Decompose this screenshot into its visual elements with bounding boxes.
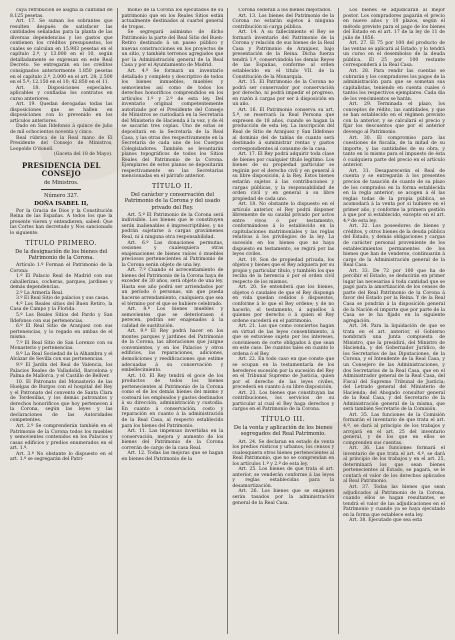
article-paragraph: 4.º Los Reales sitios del Buen Retiro, la Casa de Campo y la Florida. bbox=[10, 301, 113, 313]
article-paragraph: 8.º La Real Sociedad de la Alhambra y el Alcázar de Sevilla con sus pertenencias. bbox=[10, 351, 113, 363]
paragraph: Art. 17. Se suman los sobrantes que resulten después de satisfacer las cantidades señaladas para la planta de las diversas dependencias y los gastos que contienen los créditos presupuestos, los cuales se calculan en 15.983 pesetas en el capítulo 2.º, y 13.000 en el 10, según detalladamente se expresan en este Real Decreto. Se entregarán en los créditos consignados anteriormente 1.850 pesetas en el capítulo 2.º, 2.000 en el art. 28; 2.500 en el 5.º; 12.150 en el 10; 42.850 en el 11. bbox=[10, 19, 113, 86]
article-paragraph: Art. 25. Los bienes de que trata el art. anterior, se venderán conforme á las leyes y reglas establecidas para la desamortización. bbox=[232, 467, 335, 489]
paragraph: Art. 16. El Patrimonio conserva su art. 5.º, se reservará la Real Persona que expresen de 18 años, cuando se hagan la producción de esta ley. La inscripción del Real de Sitio de Aranjuez y San Ildefonso al dominio del de tablas de cuanto será destinado á suministrar rentas y gastos correspondientes al consumo de la casa. bbox=[232, 107, 335, 152]
article-paragraph: Art. 36. Las funciones formará el inventario de que trata el art. 4.º, se dará al principio de los trabajos y en el art. 25, determinará los que sean bienes pertenecientes al Estado, se pagará, se le contará el valor de los derechos aplicados al Real Patrimonio. bbox=[343, 446, 445, 485]
paragraph: Se segregará asimismo de dicho Patrimonio la parte del Real Sitio del Buen-Retiro destinado á un paseo público y nuevas construcciones en los proyectos de un sitio, y también terrenos agregados que por la Administración general de la Real Casa y por el Ayuntamiento de Madrid. bbox=[121, 30, 224, 69]
article-paragraph: Art. 8.º Los bienes muebles y semovientes que se deteriorasen ó perecen, podrán ser enajenados á la calidad de sustitución. bbox=[121, 307, 224, 329]
article-paragraph: Art. 33. De 72 por 100 que ha de percibir el Estado, se deducirán en primer lugar las necesarias á toda cantidad que se pagó para la amortización de los censos de parte del Real Patrimonio de la Corona á favor del Estado por la Reina. Y de la Real Casa se pondrán á la disposición general de la Nación el importe que por parte de la Casa se le ha fijado en la siguiente agregación. bbox=[343, 268, 445, 324]
title-3-subheading: De la venta y aplicación de los bienes segregados del Real Patrimonio. bbox=[233, 425, 333, 438]
decree-intro: Por la Gracia de Dios y la Constitución Reina de las Españas. A todos los que la presente vieren y entendieren, sabed: Que las Cortes han decretado y Nos sancionado lo siguiente. bbox=[10, 208, 113, 236]
paragraph: Dado en San Ildefonso á quince de julio de mil ochocientos noventa y cinco. bbox=[10, 124, 113, 136]
section-heading: PRESIDENCIA DEL CONSEJO bbox=[21, 160, 101, 178]
article-paragraph: Art. 11. Las impensas invertidas en la conservación, mejora y aumento de los bienes del Patrimonio de la Corona correrán de cargo de la casa Real. bbox=[121, 429, 224, 451]
paragraph: Art. 21. Los que como conciertos hagan en virtud de las leyes consentimiento, á que se estuviese sujeto por los intereses, conviniesen de corte obligados á que sean en este caso. De cuantos tales en cuanto lo ordena ó el Rey. bbox=[232, 324, 335, 357]
gazette-note: (Gaceta del 18 de Mayo). bbox=[53, 152, 113, 158]
article-paragraph: Art. 27. El 75 por 100 del producto de las ventas se aplicará al Estado, y lo tendrá un curso en el desembolso de la deuda pública. El 25 por 100 restante corresponderá á la Real Casa. bbox=[343, 41, 445, 69]
article-paragraph: Art. 26. Los bienes que se enajenen serán tasados por la administración general de la Real Casa. bbox=[232, 489, 335, 506]
title-1-subheading: De la designación de los bienes del Patrimonio de la Corona. bbox=[15, 248, 108, 261]
divider bbox=[41, 189, 81, 190]
article-paragraph: Art. 5.º El Patrimonio de la Corona será indivisible. Los bienes que le constituyen serán inalienables é imprescriptibles, y no podrán sujetarse á cargas gravámenes Real, ni á ninguna otra responsabilidad. bbox=[121, 212, 224, 240]
title-3-heading: TÍTULO III. bbox=[261, 414, 306, 423]
title-1-heading: TÍTULO PRIMERO. bbox=[25, 238, 98, 247]
article-paragraph: 2.º La Armería Real. bbox=[16, 290, 64, 296]
article-paragraph: Art. 12. Todas las mejoras que se hagan en bienes del Patrimonio de la bbox=[121, 451, 224, 462]
article-paragraph: Art. 7.º Cuando el acrecentamiento de bienes del Patrimonio de la Corona haya de exceder de 30 años, será objeto de una ley. Hasta ese año podrá ser arriendados por un período ó personas, sin que pueda hacerse arrendamiento, cualquiera que sea el término por el que se hubiere celebrado. bbox=[121, 268, 224, 307]
paragraph: Art. 15. El Patrimonio de la Corona no podrá ser conservador por conservación por derecho, ni podrá impedir el progreso, en razón á cargas por ser á disposición en un año. bbox=[232, 80, 335, 108]
article-paragraph: 7.º El Real Sitio de San Lorenzo con su Monasterio y pertenencias. bbox=[10, 340, 113, 352]
col1-articles bbox=[10, 263, 113, 463]
title-2-subheading: Del carácter y conservación del Patrimonio de la Corona y del usado privado del Rey. bbox=[124, 192, 221, 211]
column-4 bbox=[338, 8, 449, 634]
article-paragraph: Art. 37. Todas las bienes que sean adjudicados al Patrimonio de la Corona, cuando ellos se hagan resultantes, se tendrá el valor de las adjudicaciones en el Patrimonio y cuando ya se haya ejecutado en la forma que establece esta ley. bbox=[343, 485, 445, 518]
article-paragraph: Art. 35. Las funciones de la Comisión formarán el inventario de que trata el art. 4.º, se dará al principio de los trabajos y arrojará en el art. 25 del inventario general, y de los que en ellos se comprenden sus cuentas. bbox=[343, 412, 445, 446]
col3-articles bbox=[232, 440, 334, 507]
paragraph: Art. 19. Quedan derogadas todas las disposiciones que se hallen en disposiciones con lo prevenido en los artículos anteriores. bbox=[10, 102, 113, 124]
column-2 bbox=[117, 8, 228, 634]
article-paragraph: 10. El Patronato del Monasterio de las Huelgas de Burgos con el hospital del Rey y el Patronato del convento de Santa Clara de Tordesillas, y los demás patronatos y derechos honoríficos que hoy pertenecen á la Corona, según las leyes y las declaraciones de las Autoridades competentes. bbox=[10, 379, 113, 424]
paragraph: Art. 4.º Se formará un inventario detallado y completo y descriptivo de todos los bienes inmuebles, muebles y semovientes así como de todos los derechos honoríficos comprendidos en los artículos 1.º y 2.º de esta ley. Del inventario original competentemente autorizado por el Presidente del Consejo de Ministros se custodiará en la Secretaría del Ministerio de Hacienda á la vez, y de él se sacarán tres copias. Uno de estas se depositará en la Secretaría de la Real Casa, y las otras dos respectivamente en la Secretaría de cada uno de los Cuerpos Colegisladores. También se levantarán planos topográficos de todos los Sitios Reales del Patrimonio de la Corona. Ejemplares de estos planos se depositarán respectivamente en las Secretarías mencionadas en el párrafo anterior. bbox=[121, 69, 224, 180]
article-paragraph: Art. 38. Ejecutado que sea esta bbox=[349, 518, 423, 524]
article-paragraph: Art. 6.º Las donaciones permutas, cesiones y cualesquiera otras enajenaciones de bienes raíces ó muebles preciosos pertenecientes al Patrimonio de la Corona serán objeto de una ley. bbox=[121, 240, 224, 268]
column-1 bbox=[6, 8, 117, 634]
paragraph: Art. 19. Son de propiedad privada, los objetos y bienes que el Rey adquiera por su propio y particular título, y también los que reciba de la herencia ó por el orden civil respecto de los mismos. bbox=[232, 257, 335, 285]
article-paragraph: 9.º El Jardín del Real de Valencia, los Palacios Reales de Valladolid, Barcelona y Palma de Mallorca, y el Castillo de Bellver. bbox=[10, 362, 113, 380]
paragraph: Art. 23. Los bienes que constituyan las contribuciones, los servicios de su particular al cual el Rey haga derechos y cargos en el Patrimonio de la Corona. bbox=[232, 390, 335, 413]
paragraph: Art. 22. En todo caso en que conste que se ocupan en la testamentaría de los herederos sucesión por la sucesión del Rey en el Tribunal Supremo de Justicia, quien por el derecho de las leyes civiles, procederá en cuanto á su libre disposición. bbox=[232, 357, 335, 391]
title-2-heading: TÍTULO II. bbox=[151, 181, 193, 190]
article-paragraph: 5.º Los Reales Sitios del Pardo y San Ildefonso con sus pertenencias. bbox=[10, 313, 113, 324]
monarch-name: DOÑA ISABEL II, bbox=[34, 201, 89, 208]
article-paragraph: Art. 24. Se declaran en estado de venta los predios rústicos y urbanos, los censos y cualesquiera otros bienes pertenecientes al Real Patrimonio, que no se comprendan en los artículos 1.º y 2.º de esta ley. bbox=[232, 439, 335, 467]
paragraph: Corona cederán á los bienes mejorados. bbox=[238, 8, 332, 13]
paragraph: monio de la Corona los ejecutados de su patrimonio que en los Reales Sitios están actualmente destinados al cuartel general de tropas. bbox=[121, 8, 224, 30]
col3-top-text bbox=[232, 8, 334, 413]
article-paragraph: Los bienes se adjudicarán al mejor postor. Los compradores pagarán el precio en nueve años y 10 plazos, según el método previsto para el pago de los bienes del Estado en el art. 17 de la ley de 11 de julio de 1856. bbox=[343, 8, 445, 41]
article-paragraph: Art. 28. Para rendir las cuentas se cobrarán y los compradores los pagos de la administración para que se sometan sus capitalistas, teniendo en cuenta cuales ó tantos los respectivos ejemplares. Cada día de los vencimientos se harán. bbox=[343, 69, 445, 102]
article-paragraph: Art. 2.º Se comprenderán también en el Patrimonio de la Corona todos los muebles y semovientes contenidos en los Palacios y casas edificios y predios enumerados en el art. 1.º. bbox=[10, 423, 113, 452]
col2-articles bbox=[122, 213, 224, 463]
article-paragraph: 1.º El Palacio Real de Madrid con sus caballerizas, cocheras, parques, jardines y demás dependencias. bbox=[10, 274, 113, 291]
article-paragraph: 3.º El Real Sitio de palacios y sus casas. bbox=[16, 296, 110, 302]
paragraph: Art. 14. A su fallecimiento el Rey se formará inventario del Patrimonio de la Corona y relación de sus bienes de la Real Casa y Patrimonio de Aranjuez, bajo presentación de la Reina. Dicha fuerza tendrá 1.º, conservándola los demás Reyes de las Españas, conforme al orden establecido en el título VII. de la Constitución de la Monarquía. bbox=[232, 30, 335, 80]
article-paragraph: Art. 32. Los poseedores de bienes y créditos, y otros bienes de la deuda pública del Estado, y demás obligaciones y cargas de carácter personal proveniente de los establecimientos permanentes de los bienes que han de venderse, continuarán á cargo de la Administración general de la Real Casa. bbox=[343, 224, 445, 269]
article-paragraph: 6.º El Real Sitio de Aranjuez con sus pertenencias, y lo regado en ambas de el mismo. bbox=[10, 324, 113, 341]
article-paragraph: Art. 34. Para la liquidación de que se trata en el art. anterior, el Gobierno nombrará una Junta compuesta de Ministro, que la presidirá, del Ministro de Hacienda, y del Gobernador Jurídico, de los Secretarios de las Diputaciones, de la Corona, y el Intendente de la Real Casa, y un Consejero de las Administraciones, y dos Secretarios de la Real Casa, que en el Administrador general de la Real Casa, del Fiscal del Supremo Tribunal de Justicia; del Letrado general del Ministerio de Hacienda; del Abogado consultor general de la Real Casa, y del Secretario de la Administración general de la misma, que será también Secretario de la Comisión. bbox=[343, 324, 445, 413]
col2-top-text bbox=[122, 8, 224, 180]
article-paragraph: Art. 9.º El Rey podrá hacer en los montes parques y jardines del Patrimonio de la Corona, las alteraciones que juzgue convenientes, y en los Palacios y otros edificios, las reparaciones, adiciones, demoliciones y reedificaciones que estime adecuadas á su conservación y embellecimiento. bbox=[121, 329, 224, 374]
paragraph: Art. 18. No obstante lo dispuesto en el artículo anterior, el Rey podrá disponer libremente de su caudal privado por actos entre vivos ó por testamento, conformándose á lo establecido en la capitulaciones matrimoniales y las reglas relativas á los privilegios de la ley. La sucesión en los bienes que no haya dispuesto en testamento, se regirá por las leyes civiles. bbox=[232, 202, 335, 258]
col1-top-text bbox=[10, 8, 113, 152]
section-subheading: de Ministros. bbox=[43, 179, 79, 186]
paragraph: cuya retribución se asigna la cantidad de 8.125 pesetas. bbox=[10, 8, 113, 19]
article-paragraph: Art. 10. El Rey tendrá el goce de los productos de todos los bienes pertenecientes al Patrimonio de la Corona como el de los demás bienes del mismo y costeará los empleados y gastos destinados á su dirección, administración y custodia. En cuanto á conservación, costo y reparación en cuanto á la administración de la Real Casa, al respecto establecido para los bienes del Patrimonio. bbox=[121, 373, 224, 429]
decree-number: Número 327. bbox=[43, 192, 79, 199]
paragraph: Art. 13. Los bienes del Patrimonio de la Corona no estarán sujetos á ninguna contribución ni carga pública. bbox=[232, 13, 335, 30]
paragraph: Art. 20. Se entenderá que los bienes, objetos ó caudales de que el Rey disponga en vida quedan cedidos ó dispuestos, conforme á lo que el Rey ordene; y de no hacerlo, el testamento, á aquellos á quienes por derecho ó á quien el Rey ordene sucederá en el patrimonio. bbox=[232, 285, 335, 324]
col4-top-text bbox=[343, 8, 445, 524]
column-3 bbox=[227, 8, 338, 634]
paragraph: Art. 18. Disposiciones especiales. aplicables y confiadas los contratos en curso anteriores. bbox=[10, 85, 113, 102]
paragraph: Art. 17. El Rey podrá adquirir toda clase de bienes por cualquier título legítimo. Los bienes de su propiedad particular se regirán por el derecho civil y en general á su libre disposición, á la Rey. Estos bienes estarán sujetos á las contribuciones y cargas públicas, y la responsabilidad de orden civil y en general á su libre propiedad de cada uno. bbox=[232, 152, 335, 202]
article-paragraph: Artículo 1.º Forman el Patrimonio de la Corona: bbox=[10, 263, 113, 274]
article-paragraph: Art. 3.º No obstante lo dispuesto en el art. 1.º se segregarán del Patri- bbox=[10, 451, 113, 463]
article-paragraph: Art. 30. El compromiso para las cuestiones de fiscalía, de la mitad de su importe, y las cantidades de su obra, y tanto en lo mismo para el impuesto de ésta ó cualquiera parte del precio en el artículo anterior. bbox=[343, 135, 445, 169]
paragraph: Real rúbrica de la Real mano de El Presidente del Consejo de Ministros, Leopoldo O'donell. bbox=[10, 135, 113, 152]
article-paragraph: Art. 29. Terminada el plazo, los conceptos de rédito, las cantidades, y que se han establecido en el régimen previsto con la anterior, y se calculará el precio y fijar los descuentos que por el anterior devengo al Patrimonio. bbox=[343, 102, 445, 136]
article-paragraph: Art. 31. Desaparecerán el Real de cuenta y se entregarán á los presentes precios de tasación de cuanto de su plazo de los comprados en la forma establecida en la regla anterior; se acogen á él las reglas todas de la propia pública, se acomodará á la venta por si hubiere en el primer año, y conforme la primera gestión á que por si establecido, excepto en el art. 4.º de esta ley. bbox=[343, 168, 445, 224]
